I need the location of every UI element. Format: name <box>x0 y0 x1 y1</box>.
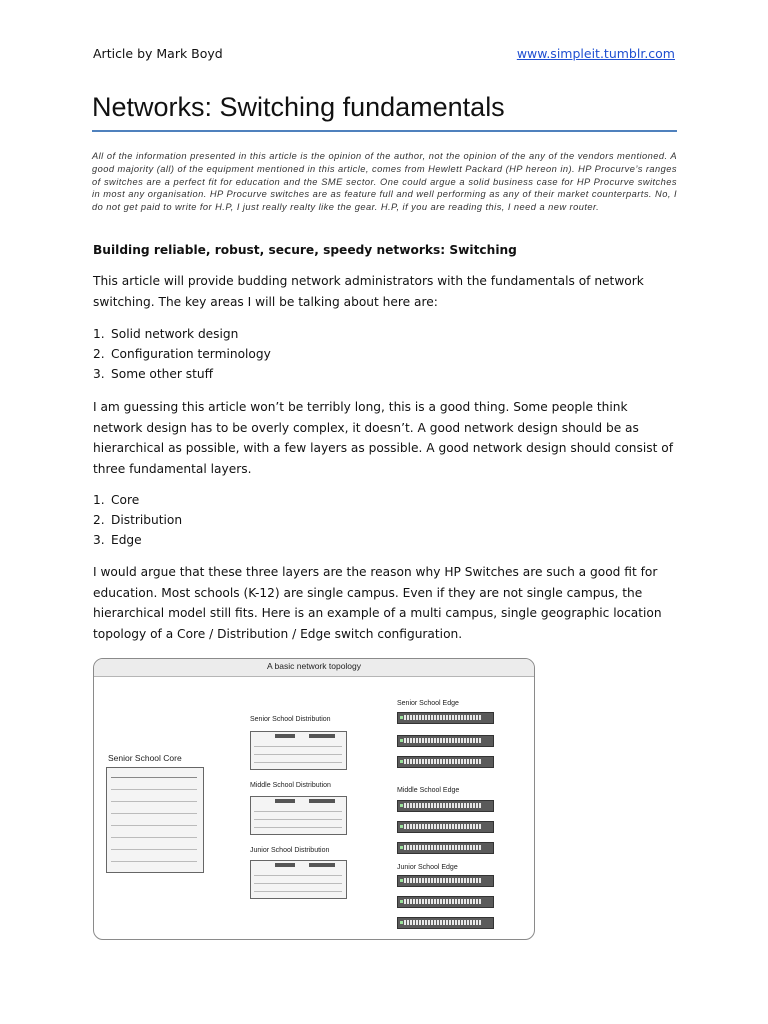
argument-paragraph: I would argue that these three layers are the reason why HP Switches are such a good fit for education. Most schools (K-12) are single campus. Even if they are not single campus, the hierarchical model still fits. Here is an example of a multi campus, single geographic location topology of a Core / Distribution / Edge switch configuration. <box>93 565 662 641</box>
edge-switch <box>397 821 494 833</box>
edge-switch <box>397 917 494 929</box>
list-item: 3. Edge <box>93 533 142 547</box>
key-areas-list <box>93 324 271 384</box>
title-divider <box>92 130 677 132</box>
edge-switch <box>397 800 494 812</box>
distribution-switch-senior <box>250 731 347 770</box>
distribution-label-junior: Junior School Distribution <box>250 847 330 854</box>
edge-switch <box>397 735 494 747</box>
design-paragraph: I am guessing this article won’t be terribly long, this is a good thing. Some people think network design has to be overly complex, it doesn’t. A good network design should be as hierarchical as possible, with a few layers as possible. A good network design should consist of three fundamental layers. <box>93 400 674 476</box>
topology-figure <box>93 658 535 940</box>
list-item: 1. Core <box>93 493 140 507</box>
list-item: 2. Configuration terminology <box>93 347 271 361</box>
section-subheading: Building reliable, robust, secure, speedy networks: Switching <box>93 243 517 257</box>
edge-switch <box>397 875 494 887</box>
list-item: 2. Distribution <box>93 513 183 527</box>
distribution-label-middle: Middle School Distribution <box>250 782 331 789</box>
core-label: Senior School Core <box>108 753 182 763</box>
disclaimer: All of the information presented in this article is the opinion of the author, not the opinion of the any of the vendors mentioned. A good majority (all) of the equipment mentioned in this article, comes from Hewlett Packard (HP hereon in). HP Procurve’s ranges of switches are a perfect fit for education and the SME sector. One could argue a solid business case for HP Procurve switches in most any organisation. HP Procurve switches are as feature full and well performing as any of their market counterparts. No, I do not get paid to write for H.P, I just really realty like the gear. H.P, if you are reading this, I need a new router. <box>92 151 677 213</box>
layers-list <box>93 490 182 550</box>
intro-paragraph: This article will provide budding network administrators with the fundamentals of network switching. The key areas I will be talking about here are: <box>93 274 644 309</box>
edge-switch <box>397 842 494 854</box>
edge-label-junior: Junior School Edge <box>397 864 458 871</box>
core-switch-chassis <box>106 767 204 873</box>
figure-title: A basic network topology <box>266 661 362 671</box>
distribution-switch-middle <box>250 796 347 835</box>
edge-switch <box>397 712 494 724</box>
edge-label-middle: Middle School Edge <box>397 787 460 794</box>
edge-switch <box>397 756 494 768</box>
header-author: Article by Mark Boyd <box>93 46 223 61</box>
distribution-switch-junior <box>250 860 347 899</box>
list-item: 1. Solid network design <box>93 327 239 341</box>
edge-switch <box>397 896 494 908</box>
header-website-link[interactable]: www.simpleit.tumblr.com <box>516 46 675 61</box>
edge-label-senior: Senior School Edge <box>397 700 459 707</box>
distribution-label-senior: Senior School Distribution <box>250 716 331 723</box>
page-title: Networks: Switching fundamentals <box>92 92 505 122</box>
list-item: 3. Some other stuff <box>93 367 214 381</box>
